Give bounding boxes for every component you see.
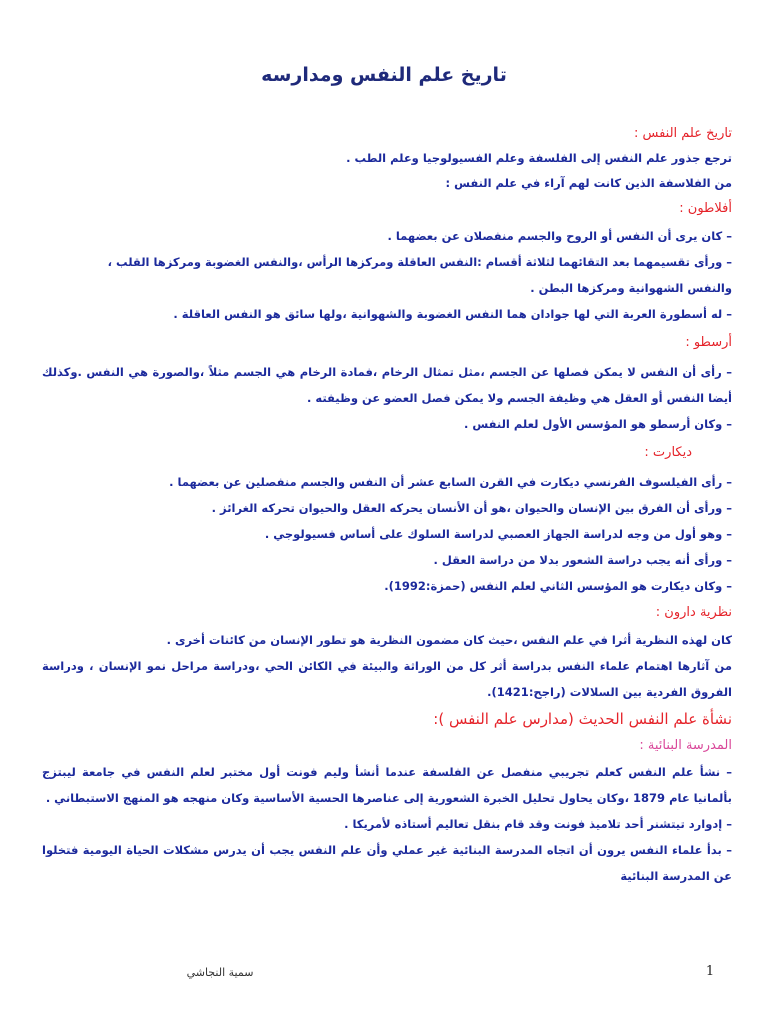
aristotle-heading: أرسطو : (685, 335, 732, 350)
descartes-heading: ديكارت : (644, 445, 692, 460)
plato-line-2: – ورأى تقسيمهما بعد التقائهما لثلاثة أقسام :النفس العاقلة ومركزها الرأس ،والنفس الغضوبة ومركزها القلب ، (107, 255, 732, 269)
plato-line-1: – كان يرى أن النفس أو الروح والجسم منفصلان عن بعضهما . (387, 229, 732, 243)
page-number: 1 (705, 964, 715, 979)
structural-line-1: – نشأ علم النفس كعلم تجريبي منفصل عن الفلسفة عندما أنشأ وليم فونت أول مختبر لعلم النفس في جامعة ليبتزج بألمانيا عام 1879 ،وكان يحاول تحليل الخبرة الشعورية إلى عناصرها الحسية الأساسية وكان منهجه هو المنهج الاستبطاني . (42, 765, 732, 805)
history-heading: تاريخ علم النفس : (633, 126, 732, 141)
structural-line-3: – بدأ علماء النفس يرون أن اتجاه المدرسة البنائية غير عملي وأن علم النفس يجب أن يدرس مشكلات الحياة اليومية فتخلوا عن المدرسة البنائية (42, 843, 732, 883)
modern-heading: نشأة علم النفس الحديث (مدارس علم النفس ): (433, 710, 732, 728)
darwin-heading: نظرية دارون : (655, 605, 732, 620)
plato-heading: أفلاطون : (679, 201, 732, 216)
footer-author: سمية النجاشي (186, 966, 254, 979)
aristotle-line-1: – رأى أن النفس لا يمكن فصلها عن الجسم ،مثل تمثال الرخام ،فمادة الرخام هي الجسم مثلاً ،والصورة هي النفس .وكذلك أيضا النفس أو العقل هي وظيفة الجسم ولا يمكن فصل العضو عن وظيفته . (42, 365, 732, 405)
history-line-1: ترجع جذور علم النفس إلى الفلسفة وعلم الفسيولوجيا وعلم الطب . (346, 151, 732, 165)
aristotle-line-2: – وكان أرسطو هو المؤسس الأول لعلم النفس . (464, 417, 732, 431)
plato-line-3: والنفس الشهوانية ومركزها البطن . (530, 281, 732, 295)
descartes-line-2: – ورأى أن الفرق بين الإنسان والحيوان ،هو أن الأنسان يحركه العقل والحيوان تحركه الغرائز . (211, 501, 732, 515)
descartes-line-3: – وهو أول من وجه لدراسة الجهاز العصبي لدراسة السلوك على أساس فسيولوجي . (264, 527, 732, 541)
darwin-line-2: من آثارها اهتمام علماء النفس بدراسة أثر كل من الوراثة والبيئة في الكائن الحي ،ودراسة مراحل نمو الإنسان ، ودراسة الفروق الفردية بين السلالات (راجح:1421). (42, 659, 732, 699)
plato-line-4: – له أسطورة العربة التي لها جوادان هما النفس الغضوبة والشهوانية ،ولها سائق هو النفس العاقلة . (173, 307, 732, 321)
descartes-line-4: – ورأى أنه يجب دراسة الشعور بدلا من دراسة العقل . (433, 553, 732, 567)
page-title: تاريخ علم النفس ومدارسه (261, 64, 507, 86)
descartes-line-1: – رأى الفيلسوف الفرنسي ديكارت في القرن السابع عشر أن النفس والجسم منفصلين عن بعضهما . (169, 475, 732, 489)
descartes-line-5: – وكان ديكارت هو المؤسس الثاني لعلم النفس (حمزة:1992). (384, 579, 732, 593)
darwin-line-1: كان لهذه النظرية أثرا في علم النفس ،حيث كان مضمون النظرية هو تطور الإنسان من كائنات أخرى . (166, 633, 732, 647)
structural-heading: المدرسة البنائية : (639, 738, 732, 753)
history-line-2: من الفلاسفة الذين كانت لهم آراء في علم النفس : (445, 176, 732, 190)
structural-line-2: – إدوارد تيتشنر أحد تلاميذ فونت وقد قام بنقل تعاليم أستاذه لأمريكا . (344, 817, 732, 831)
document-body (42, 122, 732, 889)
